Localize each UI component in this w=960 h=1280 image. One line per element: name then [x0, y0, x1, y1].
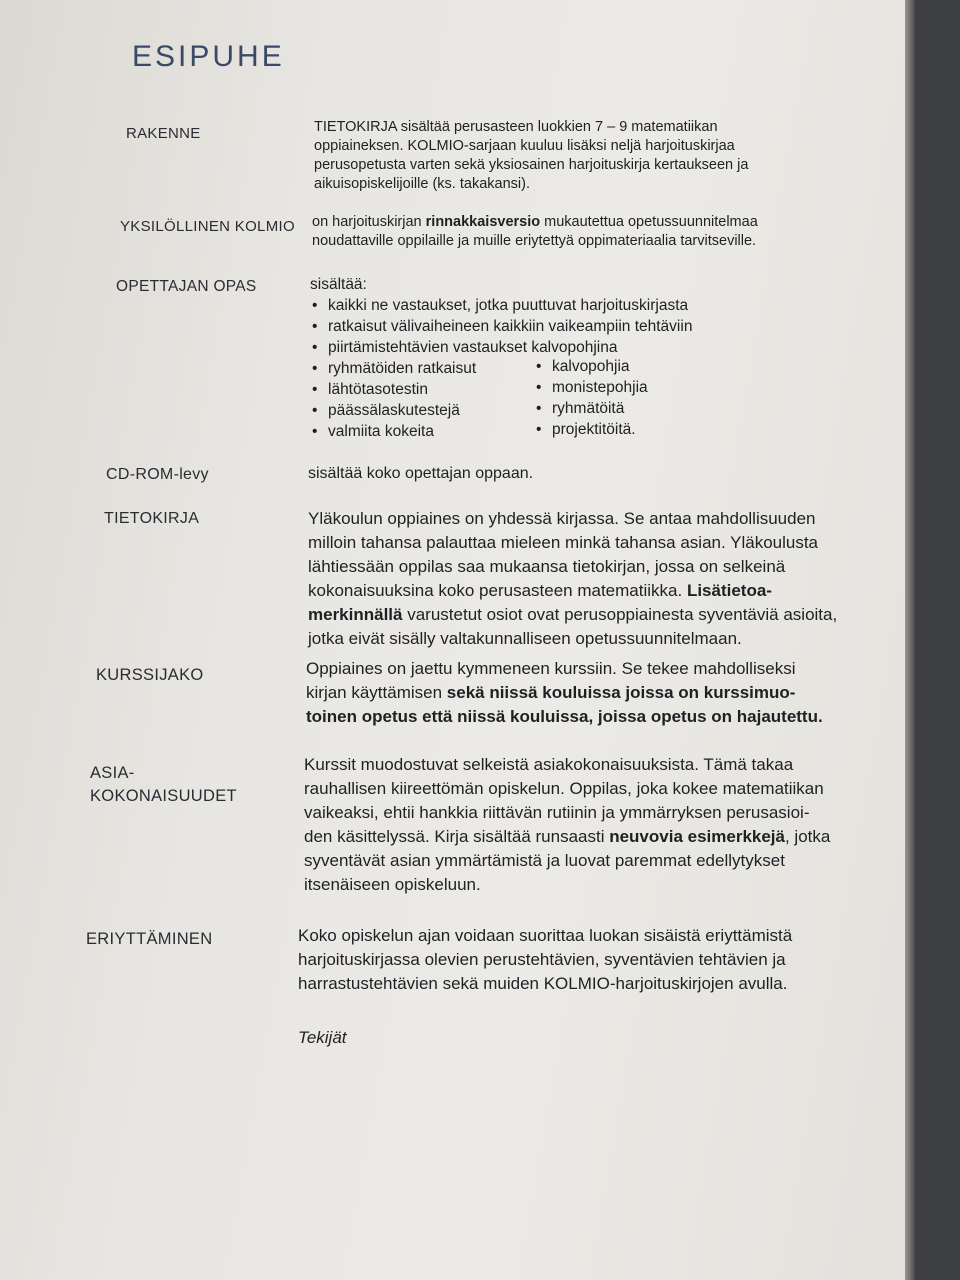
text-span: , jotka — [784, 827, 831, 846]
label-rakenne: RAKENNE — [126, 125, 201, 142]
text-line: TIETOKIRJA sisältää perusasteen luokkien 7 – 9 matematiikan — [314, 119, 718, 135]
text-asiakokonaisuudet — [304, 753, 830, 897]
text-yksilollinen — [312, 213, 758, 251]
text-line: vaikeaksi, ehtii hankkia riittävän rutiinin ja ymmärryksen perusasioi- — [304, 803, 810, 822]
text-span: varustetut osiot ovat perusoppiainesta syventäviä asioita, — [402, 605, 838, 624]
text-line: jotka eivät sisälly valtakunnalliseen opetussuunnitelmaan. — [308, 629, 742, 648]
list-item: • kaikki ne vastaukset, jotka puuttuvat harjoituskirjasta — [310, 295, 692, 316]
text-span: kokonaisuuksina koko perusasteen matematiikka. — [308, 581, 687, 600]
text-line — [306, 705, 823, 729]
list-item: • kalvopohjia — [534, 356, 648, 377]
label-opas: OPETTAJAN OPAS — [116, 278, 257, 295]
text-line — [308, 579, 837, 603]
text-kurssijako — [306, 657, 823, 729]
bold-span: sekä niissä kouluissa joissa on kurssimuo- — [446, 683, 796, 702]
opas-two-column-list — [310, 358, 692, 442]
list-item: • ryhmätöitä — [534, 398, 648, 419]
opas-list — [310, 295, 692, 358]
text-line: sisältää: — [310, 276, 367, 293]
opas-list-col1 — [310, 358, 534, 442]
label-cdrom: CD-ROM-levy — [106, 466, 209, 483]
text-line — [312, 213, 758, 232]
text-span: mukautettua opetussuunnitelmaa — [540, 214, 758, 230]
text-rakenne — [314, 118, 748, 194]
text-line: harjoituskirjassa olevien perustehtävien, syventävien tehtävien ja — [298, 950, 786, 969]
text-eriyttaminen — [298, 924, 792, 996]
list-item: • ratkaisut välivaiheineen kaikkiin vaikeampiin tehtäviin — [310, 316, 692, 337]
text-line: rauhallisen kiireettömän opiskelun. Oppilas, joka kokee matematiikan — [304, 779, 824, 798]
bold-span: Lisätietoa- — [686, 581, 772, 600]
text-line: Yläkoulun oppiaines on yhdessä kirjassa. Se antaa mahdollisuuden — [308, 509, 816, 528]
bold-span: toinen opetus että niissä kouluissa, joissa opetus on hajautettu. — [306, 707, 823, 726]
bold-span: merkinnällä — [308, 605, 403, 624]
text-line: perusopetusta varten sekä yksiosainen harjoituskirja kertaukseen ja — [314, 157, 749, 173]
text-line: Oppiaines on jaettu kymmeneen kurssiin. Se tekee mahdolliseksi — [306, 659, 796, 678]
list-item: • päässälaskutestejä — [310, 400, 534, 421]
signature: Tekijät — [298, 1028, 347, 1047]
label-yksilollinen: YKSILÖLLINEN KOLMIO — [120, 218, 295, 235]
text-span: kirjan käyttämisen — [306, 683, 447, 702]
text-line: sisältää koko opettajan oppaan. — [308, 465, 534, 482]
text-span: on harjoituskirjan — [312, 214, 426, 230]
text-line — [304, 825, 830, 849]
text-line: Kurssit muodostuvat selkeistä asiakokonaisuuksista. Tämä takaa — [304, 755, 794, 774]
list-item: • piirtämistehtävien vastaukset kalvopohjina — [310, 337, 692, 358]
list-item: • valmiita kokeita — [310, 421, 534, 442]
bold-span: neuvovia esimerkkejä — [609, 827, 785, 846]
page-edge — [905, 0, 915, 1280]
label-asiakokonaisuudet — [90, 762, 237, 808]
label-tietokirja: TIETOKIRJA — [104, 510, 200, 527]
text-line: aikuisopiskelijoille (ks. takakansi). — [314, 176, 530, 192]
text-line: harrastustehtävien sekä muiden KOLMIO-harjoituskirjojen avulla. — [298, 974, 788, 993]
text-line — [308, 603, 837, 627]
text-tietokirja — [308, 507, 837, 651]
text-line: lähtiessään oppilas saa mukaansa tietokirjan, jossa on selkeinä — [308, 557, 786, 576]
text-line — [306, 681, 823, 705]
label-line: KOKONAISUUDET — [90, 787, 237, 805]
text-span: den käsittelyssä. Kirja sisältää runsaasti — [304, 827, 610, 846]
label-line: ASIA- — [90, 764, 135, 782]
list-item: • lähtötasotestin — [310, 379, 534, 400]
text-line: oppiaineksen. KOLMIO-sarjaan kuuluu lisäksi neljä harjoituskirjaa — [314, 138, 735, 154]
page-title: ESIPUHE — [132, 40, 285, 73]
text-cdrom — [308, 463, 533, 484]
text-line: syventävät asian ymmärtämistä ja luovat paremmat edellytykset — [304, 851, 785, 870]
text-line: noudattaville oppilaille ja muille eriytettyä oppimateriaalia tarvitseville. — [312, 233, 757, 249]
opas-list-col2 — [534, 356, 648, 442]
list-item: • monistepohjia — [534, 377, 648, 398]
text-line: itsenäiseen opiskeluun. — [304, 875, 481, 894]
list-item: • ryhmätöiden ratkaisut — [310, 358, 534, 379]
label-eriyttaminen: ERIYTTÄMINEN — [86, 930, 213, 948]
bold-span: rinnakkaisversio — [425, 214, 541, 230]
label-kurssijako: KURSSIJAKO — [96, 666, 204, 684]
text-line: Koko opiskelun ajan voidaan suorittaa luokan sisäistä eriyttämistä — [298, 926, 793, 945]
text-opas — [310, 274, 692, 442]
list-item: • projektitöitä. — [534, 419, 648, 440]
text-line: milloin tahansa palauttaa mieleen minkä tahansa asian. Yläkoulusta — [308, 533, 819, 552]
